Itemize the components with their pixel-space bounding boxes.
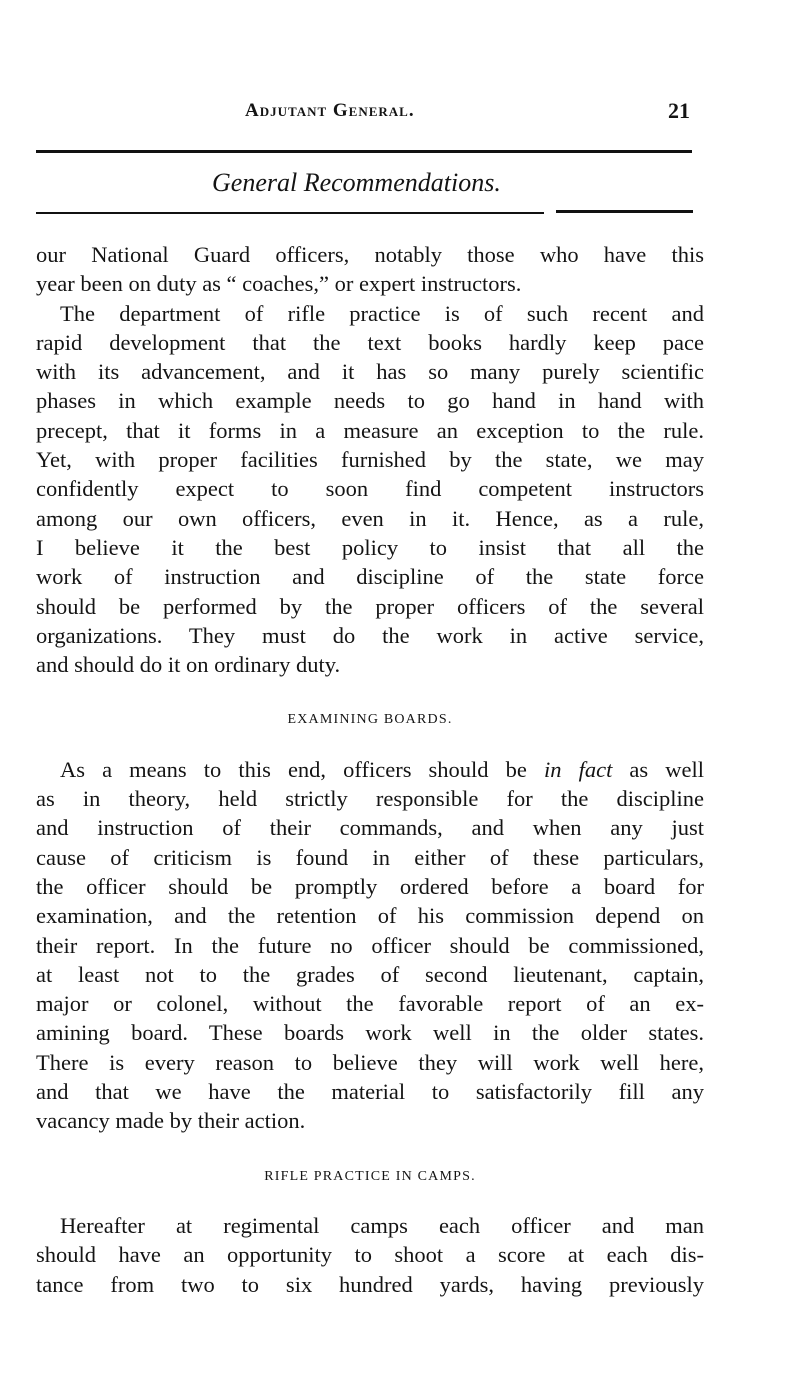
text-line: Yet, with proper facilities furnished by the state, we may xyxy=(36,447,704,473)
running-head xyxy=(0,100,797,130)
running-title: Adjutant General. xyxy=(245,100,415,121)
text-line: phases in which example needs to go hand in hand with xyxy=(36,388,704,414)
text-line: major or colonel, without the favorable report of an ex- xyxy=(36,991,704,1017)
text-line: should be performed by the proper officers of the several xyxy=(36,593,704,619)
text-line: and that we have the material to satisfactorily fill any xyxy=(36,1079,704,1105)
text-line: at least not to the grades of second lieutenant, captain, xyxy=(36,961,704,987)
paragraph-examining-boards xyxy=(36,755,704,1136)
text-line: confidently expect to soon find competent instructors xyxy=(36,476,704,502)
top-rule xyxy=(36,150,692,153)
bottom-rule-right xyxy=(556,210,693,213)
text-line: precept, that it forms in a measure an exception to the rule. xyxy=(36,417,704,443)
text-line: year been on duty as “ coaches,” or expert instructors. xyxy=(36,271,522,297)
text-line: with its advancement, and it has so many purely scientific xyxy=(36,359,704,385)
text-line-first xyxy=(36,755,704,784)
text-line: and instruction of their commands, and when any just xyxy=(36,815,704,841)
text-line: and should do it on ordinary duty. xyxy=(36,652,341,678)
subheading-rifle-practice-in-camps: RIFLE PRACTICE IN CAMPS. xyxy=(264,1168,476,1184)
text-line: The department of rifle practice is of such recent and xyxy=(60,300,704,326)
text-line: amining board. These boards work well in the older states. xyxy=(36,1020,704,1046)
text-run: as well xyxy=(612,756,704,782)
paragraph-rifle-practice-camps xyxy=(36,1211,704,1299)
text-run: As a means to this end, officers should be xyxy=(60,756,544,782)
text-line: vacancy made by their action. xyxy=(36,1108,306,1134)
text-line: organizations. They must do the work in active service, xyxy=(36,622,704,648)
text-line: I believe it the best policy to insist that all the xyxy=(36,534,704,560)
text-line: the officer should be promptly ordered before a board for xyxy=(36,873,704,899)
emphasis-text: in fact xyxy=(543,756,613,782)
text-line: There is every reason to believe they will work well here, xyxy=(36,1049,704,1075)
page-number: 21 xyxy=(668,98,690,123)
bottom-rule-left xyxy=(36,212,544,214)
text-line: tance from two to six hundred yards, having previously xyxy=(36,1271,704,1297)
text-line: Hereafter at regimental camps each officer and man xyxy=(60,1212,704,1238)
text-line: work of instruction and discipline of the state force xyxy=(36,564,704,590)
text-line: should have an opportunity to shoot a score at each dis- xyxy=(36,1242,704,1268)
paragraph-rifle-practice-cont xyxy=(36,328,704,680)
text-line: their report. In the future no officer should be commissioned, xyxy=(36,932,704,958)
paragraph-continuation xyxy=(36,240,704,299)
subheading-examining-boards: EXAMINING BOARDS. xyxy=(287,712,453,728)
paragraph-rifle-practice xyxy=(36,299,704,328)
text-line: our National Guard officers, notably those who have this xyxy=(36,242,704,267)
text-line: cause of criticism is found in either of these particulars, xyxy=(36,844,704,870)
section-title-text: General Recommendations. xyxy=(212,168,501,197)
text-line: rapid development that the text books hardly keep pace xyxy=(36,329,704,355)
text-line: examination, and the retention of his commission depend on xyxy=(36,903,704,929)
body-text xyxy=(36,240,704,1299)
text-line: as in theory, held strictly responsible for the discipline xyxy=(36,786,704,812)
text-line: among our own officers, even in it. Hence, as a rule, xyxy=(36,505,704,531)
